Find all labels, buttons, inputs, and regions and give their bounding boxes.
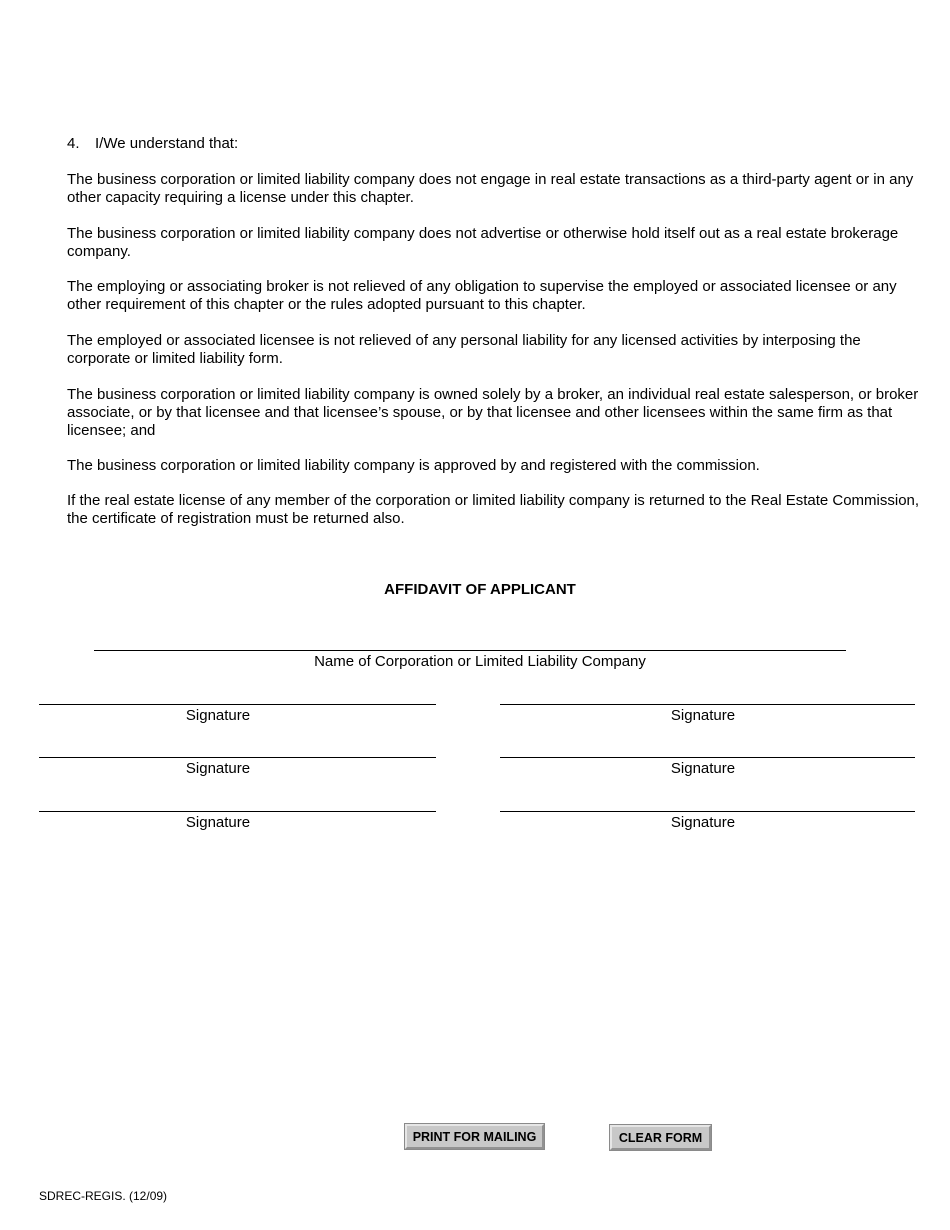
item-number: 4. — [67, 135, 80, 152]
signature-line-right-3[interactable] — [500, 811, 915, 812]
paragraph-no-third-party: The business corporation or limited liability company does not engage in real estate transactions as a third-party agent or in any other capacity requiring a license under this chapter. — [67, 171, 914, 206]
form-id: SDREC-REGIS. (12/09) — [39, 1189, 168, 1203]
paragraph-approved-registered: The business corporation or limited liability company is approved by and registered with the commission. — [67, 457, 760, 474]
clear-form-button[interactable]: CLEAR FORM — [610, 1125, 711, 1150]
signature-caption: Signature — [670, 707, 736, 724]
item-heading: I/We understand that: — [95, 135, 239, 152]
signature-line-left-1[interactable] — [39, 704, 436, 705]
paragraph-license-returned: If the real estate license of any member of the corporation or limited liability company is returned to the Real Estate Commission, the certificate of registration must be returned also. — [67, 492, 920, 527]
paragraph-broker-supervision: The employing or associating broker is not relieved of any obligation to supervise the employed or associated licensee or any other requirement of this chapter or the rules adopted pursuant to this chapter. — [67, 278, 897, 313]
company-name-caption: Name of Corporation or Limited Liability Company — [314, 653, 646, 670]
paragraph-ownership: The business corporation or limited liability company is owned solely by a broker, an individual real estate salesperson, or broker associate, or by that licensee and that licensee’s spouse, or by that licensee and other licensees within the same firm as that licensee; and — [67, 386, 919, 439]
paragraph-personal-liability: The employed or associated licensee is not relieved of any personal liability for any licensed activities by interposing the corporate or limited liability form. — [67, 332, 861, 367]
signature-caption: Signature — [185, 814, 251, 831]
affidavit-title: AFFIDAVIT OF APPLICANT — [384, 581, 576, 598]
signature-line-right-2[interactable] — [500, 757, 915, 758]
company-name-line[interactable] — [94, 650, 846, 651]
signature-caption: Signature — [670, 760, 736, 777]
signature-line-right-1[interactable] — [500, 704, 915, 705]
signature-caption: Signature — [185, 760, 251, 777]
print-for-mailing-button[interactable]: PRINT FOR MAILING — [405, 1124, 544, 1149]
signature-caption: Signature — [670, 814, 736, 831]
signature-caption: Signature — [185, 707, 251, 724]
signature-line-left-3[interactable] — [39, 811, 436, 812]
paragraph-no-advertising: The business corporation or limited liability company does not advertise or otherwise hold itself out as a real estate brokerage company. — [67, 225, 899, 260]
signature-line-left-2[interactable] — [39, 757, 436, 758]
